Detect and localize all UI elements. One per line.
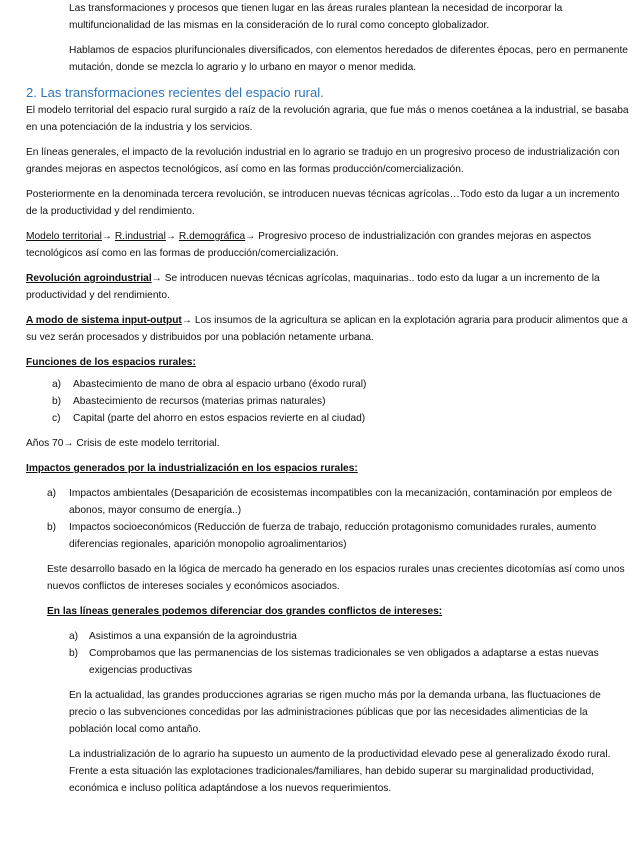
list-marker: b)	[47, 522, 57, 533]
impactos-heading: Impactos generados por la industrialización en los espacios rurales:	[26, 463, 358, 474]
term-r-industrial: R.industrial	[114, 231, 166, 242]
list-item-text: Impactos ambientales (Desaparición de ecosistemas incompatibles con la mecanización, contaminación por empleos de abonos, mayor consumo de energía..)	[69, 488, 613, 516]
list-marker: b)	[69, 648, 79, 659]
funciones-list	[26, 376, 630, 427]
paragraph-model-chain	[26, 228, 630, 262]
term-sistema-input-output: A modo de sistema input-output	[26, 315, 182, 326]
intro-paragraph-2: Hablamos de espacios plurifuncionales diversificados, con elementos heredados de diferentes épocas, pero en permanente mutación, donde se mezcla lo agrario y lo urbano en mayor o menor medida.	[69, 45, 628, 73]
paragraph-crisis: Años 70→ Crisis de este modelo territorial.	[26, 438, 220, 449]
model-chain-rest: → Progresivo proceso de industrialización con grandes mejoras en aspectos tecnológicos así como en las formas de producción/comercialización.	[26, 231, 592, 259]
list-item-text: Abastecimiento de mano de obra al espacio urbano (éxodo rural)	[73, 379, 367, 390]
intro-paragraph-1: Las transformaciones y procesos que tienen lugar en las áreas rurales plantean la necesidad de incorporar la multifuncionalidad de las mismas en la consideración de lo rural como concepto globalizador.	[69, 3, 563, 31]
paragraph-sistema-input-output	[26, 312, 630, 346]
conflictos-heading: En las líneas generales podemos diferenciar dos grandes conflictos de intereses:	[47, 606, 443, 617]
paragraph-modelo-territorial: El modelo territorial del espacio rural surgido a raíz de la revolución agraria, que fue más o menos coetánea a la industrial, se basaba en una potenciación de la industria y los servicios.	[26, 105, 629, 133]
list-item	[26, 645, 630, 679]
paragraph-impacto-revolucion: En líneas generales, el impacto de la revolución industrial en lo agrario se tradujo en un progresivo proceso de industrialización con grandes mejoras en aspectos tecnológicos, así como en las formas producción/comercialización.	[26, 147, 620, 175]
list-marker: c)	[52, 413, 61, 424]
list-marker: a)	[47, 488, 57, 499]
term-revolucion-agroindustrial: Revolución agroindustrial	[26, 273, 152, 284]
list-marker: a)	[69, 631, 79, 642]
list-marker: b)	[52, 396, 62, 407]
list-item-text: Impactos socioeconómicos (Reducción de fuerza de trabajo, reducción protagonismo comunidades rurales, aumento diferencias regionales, aparición monopolio agroalimentarios)	[69, 522, 597, 550]
term-r-demografica: R.demográfica	[178, 231, 246, 242]
list-item	[26, 485, 630, 519]
sistema-rest: → Los insumos de la agricultura se aplican en la explotación agraria para producir alimentos que a su vez serán procesados y distribuidos por una población netamente urbana.	[26, 315, 628, 343]
arrow-2: →	[165, 231, 179, 242]
revolucion-rest: → Se introducen nuevas técnicas agrícolas, maquinarias.. todo esto da lugar a un incremento de la productividad y del rendimiento.	[26, 273, 600, 301]
funciones-heading: Funciones de los espacios rurales:	[26, 357, 196, 368]
paragraph-tercera-revolucion: Posteriormente en la denominada tercera revolución, se introducen nuevas técnicas agrícolas…Todo esto da lugar a un incremento de la productividad y del rendimiento.	[26, 189, 620, 217]
list-item	[26, 519, 630, 553]
list-item	[26, 628, 630, 645]
paragraph-industrializacion: La industrialización de lo agrario ha supuesto un aumento de la productividad elevado pese al generalizado éxodo rural. Frente a esta situación las explotaciones tradicionales/familiares, han debido superar su marginalidad productividad, económica e incluso política adaptándose a los nuevos requerimientos.	[69, 749, 611, 794]
paragraph-actualidad: En la actualidad, las grandes producciones agrarias se rigen mucho más por la demanda urbana, las fluctuaciones de precio o las subvenciones concedidas por las administraciones públicas que por las necesidades alimenticias de la población local como antaño.	[69, 690, 601, 735]
list-item	[26, 393, 630, 410]
list-item-text: Asistimos a una expansión de la agroindustria	[89, 631, 297, 642]
list-item	[26, 376, 630, 393]
list-item-text: Capital (parte del ahorro en estos espacios revierte en al ciudad)	[73, 413, 366, 424]
list-item	[26, 410, 630, 427]
list-item-text: Comprobamos que las permanencias de los sistemas tradicionales se ven obligados a adaptarse a estas nuevas exigencias productivas	[89, 648, 599, 676]
impactos-list	[26, 485, 630, 553]
term-modelo-territorial: Modelo territorial	[26, 231, 102, 242]
conflictos-list	[26, 628, 630, 679]
list-item-text: Abastecimiento de recursos (materias primas naturales)	[73, 396, 326, 407]
paragraph-dicotomias: Este desarrollo basado en la lógica de mercado ha generado en los espacios rurales unas crecientes dicotomías así como unos nuevos conflictos de intereses sociales y económicos asociados.	[47, 564, 625, 592]
section-heading: 2. Las transformaciones recientes del espacio rural.	[26, 85, 324, 100]
paragraph-revolucion-agroindustrial	[26, 270, 630, 304]
arrow-1: →	[101, 231, 115, 242]
list-marker: a)	[52, 379, 62, 390]
